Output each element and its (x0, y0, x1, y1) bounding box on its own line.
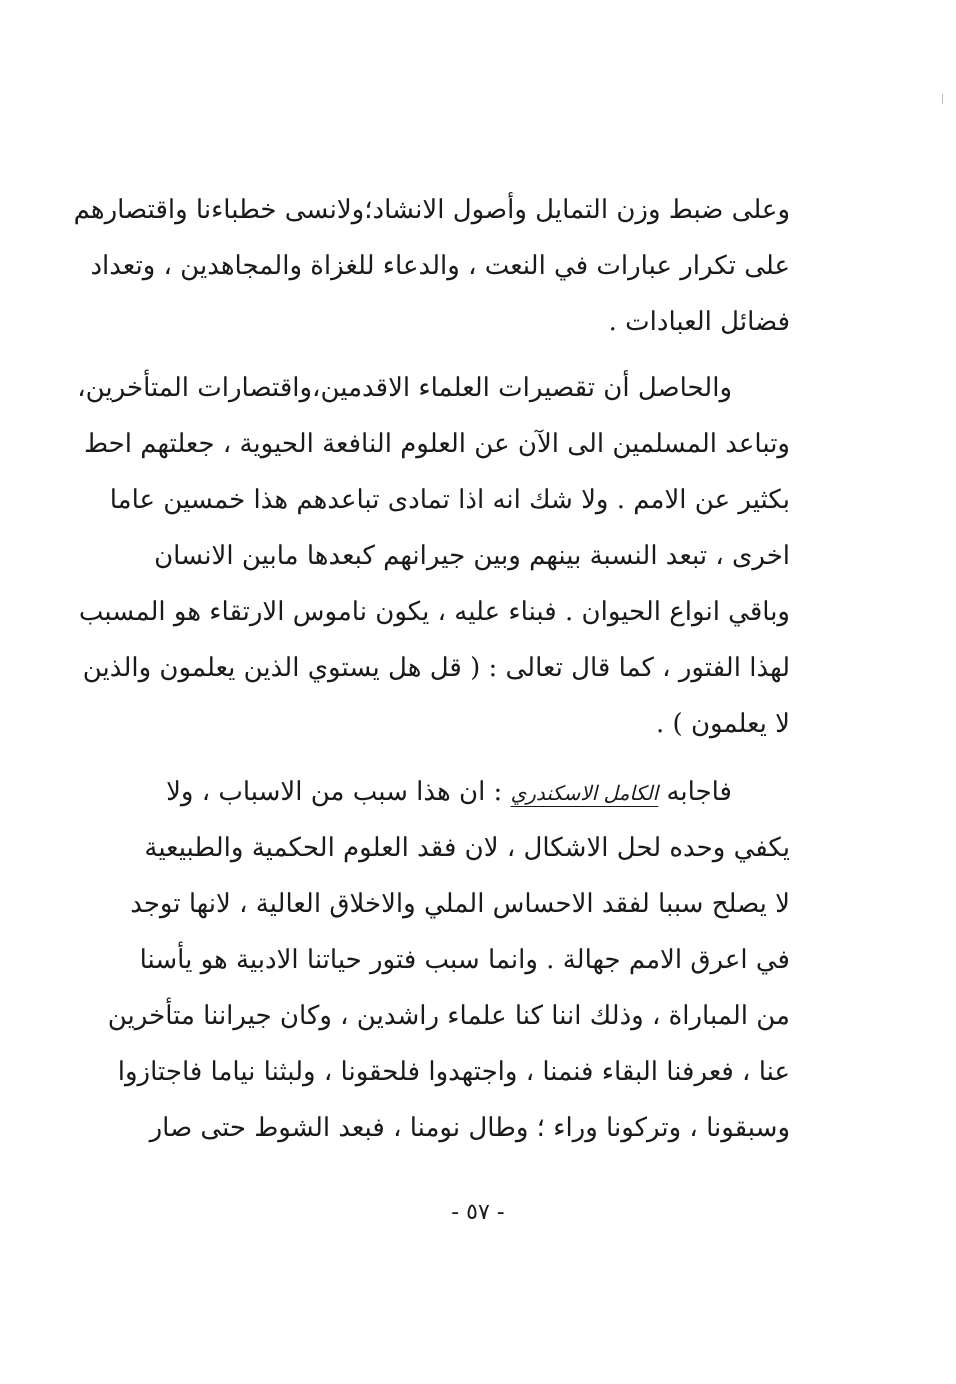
paragraph-3 (107, 764, 790, 1156)
text-line: بكثير عن الامم . ولا شك انه اذا تمادى تباعدهم هذا خمسين عاما (109, 485, 790, 515)
text-line: من المباراة ، وذلك اننا كنا علماء راشدين ، وكان جيراننا متأخرين (107, 1001, 790, 1031)
text-line: والحاصل أن تقصيرات العلماء الاقدمين،واقتصارات المتأخرين، (77, 373, 732, 403)
page-number: - ٥٧ - (451, 1200, 505, 1225)
text-line: وعلى ضبط وزن التمايل وأصول الانشاد؛ولانسى خطباءنا واقتصارهم (73, 195, 790, 225)
scan-mark (942, 94, 943, 104)
text-line-with-annotation (166, 764, 790, 820)
text-line: وتباعد المسلمين الى الآن عن العلوم النافعة الحيوية ، جعلتهم احط (83, 429, 790, 459)
text-segment: : ان هذا سبب من الاسباب ، ولا (166, 777, 511, 807)
text-line: على تكرار عبارات في النعت ، والدعاء للغزاة والمجاهدين ، وتعداد (90, 251, 790, 281)
paragraph-1 (73, 182, 790, 350)
text-line: لا يعلمون ) . (656, 709, 790, 739)
text-line: وسبقونا ، وتركونا وراء ؛ وطال نومنا ، فبعد الشوط حتى صار (149, 1113, 790, 1143)
text-line: اخرى ، تبعد النسبة بينهم وبين جيرانهم كبعدها مابين الانسان (154, 541, 790, 571)
text-line: عنا ، فعرفنا البقاء فنمنا ، واجتهدوا فلحقونا ، ولبثنا نياما فاجتازوا (117, 1057, 790, 1087)
text-line: فضائل العبادات . (608, 307, 790, 337)
handwritten-annotation: الكامل الاسكندري (510, 781, 659, 805)
text-segment: فاجابه (658, 777, 732, 807)
text-line: لا يصلح سببا لفقد الاحساس الملي والاخلاق العالية ، لانها توجد (130, 889, 790, 919)
text-line: في اعرق الامم جهالة . وانما سبب فتور حياتنا الادبية هو يأسنا (139, 945, 790, 975)
text-line: وباقي انواع الحيوان . فبناء عليه ، يكون ناموس الارتقاء هو المسبب (78, 597, 790, 627)
text-line: يكفي وحده لحل الاشكال ، لان فقد العلوم الحكمية والطبيعية (144, 833, 790, 863)
text-line: لهذا الفتور ، كما قال تعالى : ( قل هل يستوي الذين يعلمون والذين (82, 653, 790, 683)
paragraph-2 (77, 360, 790, 752)
